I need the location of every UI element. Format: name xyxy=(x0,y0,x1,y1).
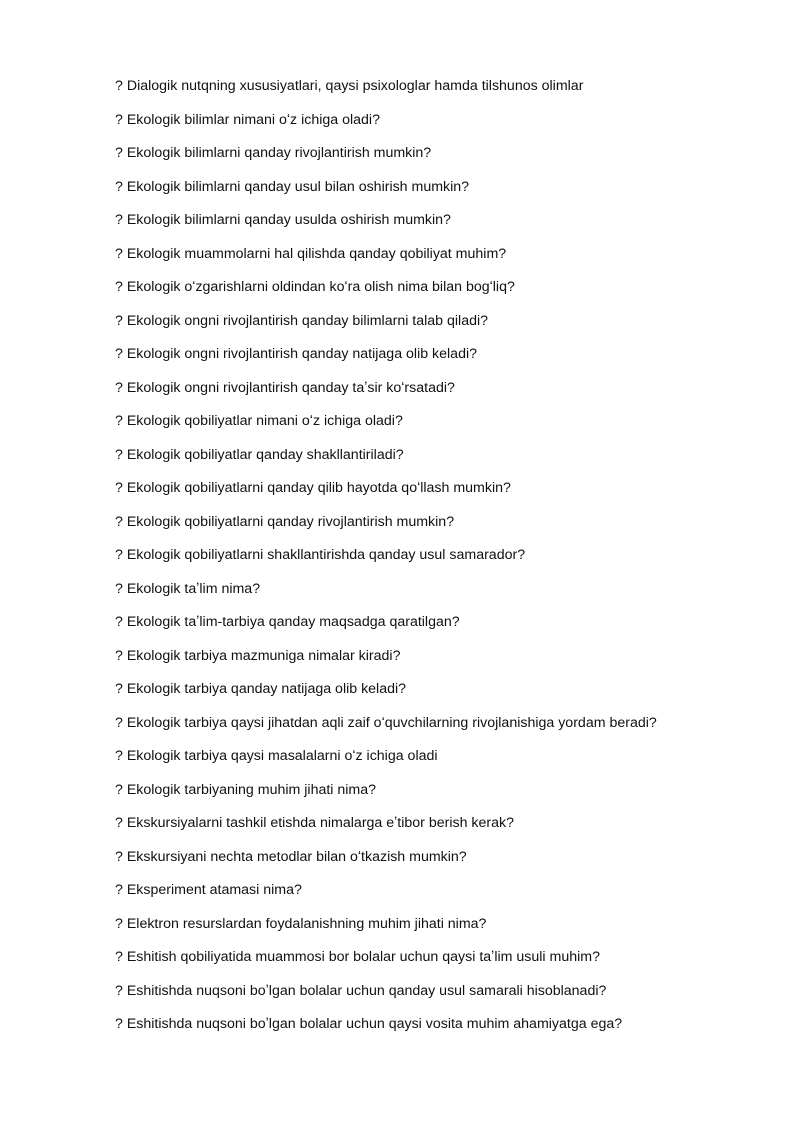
question-item: ? Ekologik bilimlarni qanday usul bilan oshirish mumkin? xyxy=(115,178,470,195)
question-item: ? Ekologik ongni rivojlantirish qanday bilimlarni talab qiladi? xyxy=(115,312,489,329)
question-item: ? Ekologik bilimlarni qanday rivojlantirish mumkin? xyxy=(115,145,432,161)
question-item: ? Dialogik nutqning xususiyatlari, qaysi psixologlar hamda tilshunos olimlar xyxy=(115,78,584,94)
question-item: ? Ekologik ongni rivojlantirish qanday taʼsir koʻrsatadi? xyxy=(115,379,455,396)
question-item: ? Elektron resurslardan foydalanishning muhim jihati nima? xyxy=(115,915,487,932)
question-item: ? Ekologik ongni rivojlantirish qanday natijaga olib keladi? xyxy=(115,346,478,362)
question-item: ? Ekologik bilimlar nimani oʻz ichiga oladi? xyxy=(115,111,380,128)
question-item: ? Ekskursiyani nechta metodlar bilan oʻtkazish mumkin? xyxy=(115,848,467,865)
question-item: ? Ekologik tarbiya qaysi masalalarni oʻz ichiga oladi xyxy=(115,748,438,764)
question-item: ? Ekologik oʻzgarishlarni oldindan koʻra olish nima bilan bogʻliq? xyxy=(115,279,515,295)
question-item: ? Eshitishda nuqsoni boʼlgan bolalar uchun qanday usul samarali hisoblanadi? xyxy=(115,982,607,999)
question-item: ? Ekologik taʼlim nima? xyxy=(115,580,261,597)
question-item: ? Ekologik tarbiya mazmuniga nimalar kiradi? xyxy=(115,647,401,664)
question-item: ? Ekologik qobiliyatlarni qanday rivojlantirish mumkin? xyxy=(115,513,455,530)
question-item: ? Eksperiment atamasi nima? xyxy=(115,882,302,898)
question-item: ? Eshitish qobiliyatida muammosi bor bolalar uchun qaysi taʼlim usuli muhim? xyxy=(115,949,600,965)
question-item: ? Ekskursiyalarni tashkil etishda nimalarga eʼtibor berish kerak? xyxy=(115,815,515,831)
question-item: ? Eshitishda nuqsoni boʼlgan bolalar uchun qaysi vosita muhim ahamiyatga ega? xyxy=(115,1016,623,1032)
question-item: ? Ekologik bilimlarni qanday usulda oshirish mumkin? xyxy=(115,212,451,228)
question-item: ? Ekologik qobiliyatlarni shakllantirishda qanday usul samarador? xyxy=(115,547,526,563)
question-list xyxy=(115,75,775,1047)
question-item: ? Ekologik taʼlim-tarbiya qanday maqsadga qaratilgan? xyxy=(115,614,460,630)
question-item: ? Ekologik qobiliyatlar qanday shakllantiriladi? xyxy=(115,446,404,463)
question-item: ? Ekologik tarbiyaning muhim jihati nima? xyxy=(115,781,377,798)
question-item: ? Ekologik qobiliyatlarni qanday qilib hayotda qoʻllash mumkin? xyxy=(115,480,511,496)
question-item: ? Ekologik tarbiya qanday natijaga olib keladi? xyxy=(115,681,407,697)
question-item: ? Ekologik tarbiya qaysi jihatdan aqli zaif oʻquvchilarning rivojlanishiga yordam beradi? xyxy=(115,714,657,731)
question-item: ? Ekologik qobiliyatlar nimani oʻz ichiga oladi? xyxy=(115,413,403,429)
question-item: ? Ekologik muammolarni hal qilishda qanday qobiliyat muhim? xyxy=(115,245,507,262)
